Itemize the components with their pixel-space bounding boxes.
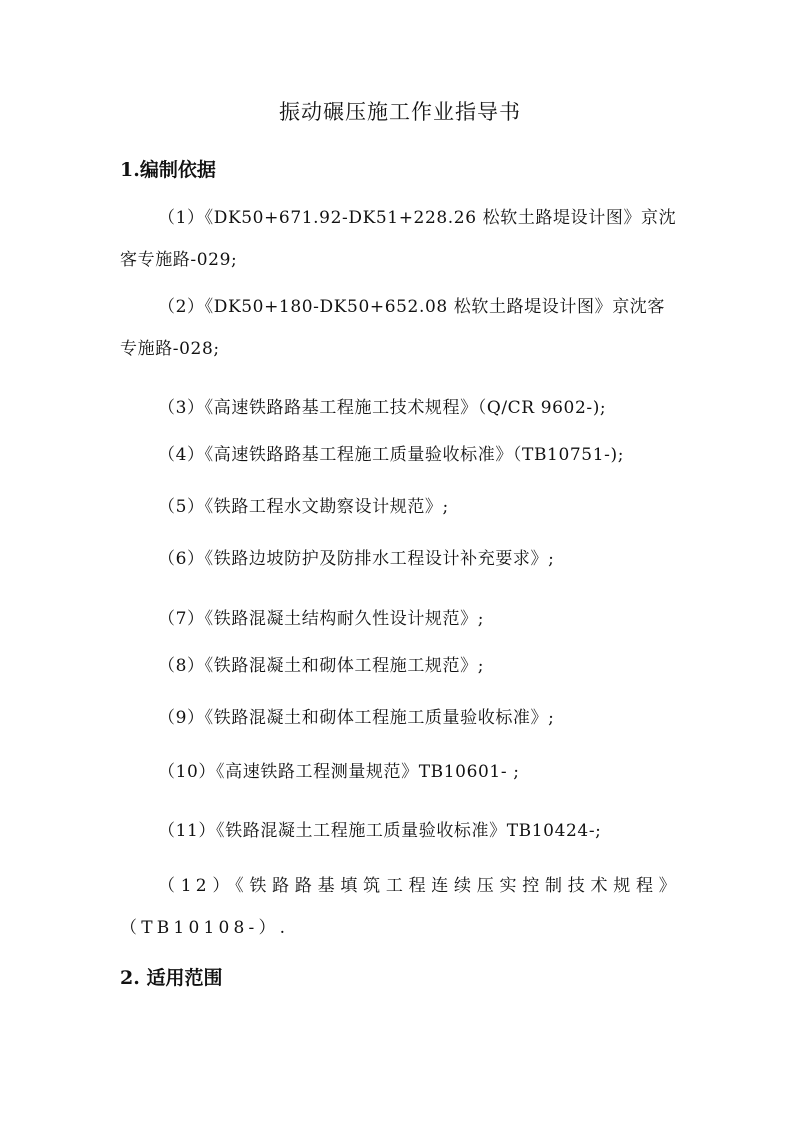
reference-item-8: （8）《铁路混凝土和砌体工程施工规范》; [158, 656, 485, 676]
reference-item-9: （9）《铁路混凝土和砌体工程施工质量验收标准》; [158, 708, 555, 728]
reference-item-1: （1）《DK50+671.92-DK51+228.26 松软土路堤设计图》京沈客专施路-029; [120, 208, 677, 270]
reference-item-10: （10）《高速铁路工程测量规范》TB10601- ; [158, 762, 520, 782]
reference-item-11: （11）《铁路混凝土工程施工质量验收标准》TB10424-; [158, 821, 602, 841]
section-heading-basis: 1.编制依据 [120, 159, 216, 181]
reference-item-2: （2）《DK50+180-DK50+652.08 松软土路堤设计图》京沈客专施路-028; [120, 297, 666, 359]
reference-item-4: （4）《高速铁路路基工程施工质量验收标准》（TB10751-); [158, 445, 625, 465]
reference-item-5: （5）《铁路工程水文勘察设计规范》; [158, 497, 449, 517]
reference-item-12: （12）《铁路路基填筑工程连续压实控制技术规程》（TB10108-）. [120, 876, 680, 938]
reference-item-7: （7）《铁路混凝土结构耐久性设计规范》; [158, 609, 485, 629]
section-heading-scope: 2. 适用范围 [120, 967, 223, 989]
reference-item-6: （6）《铁路边坡防护及防排水工程设计补充要求》; [158, 549, 555, 569]
document-title: 振动碾压施工作业指导书 [279, 100, 521, 124]
reference-item-3: （3）《高速铁路路基工程施工技术规程》（Q/CR 9602-); [158, 398, 607, 418]
